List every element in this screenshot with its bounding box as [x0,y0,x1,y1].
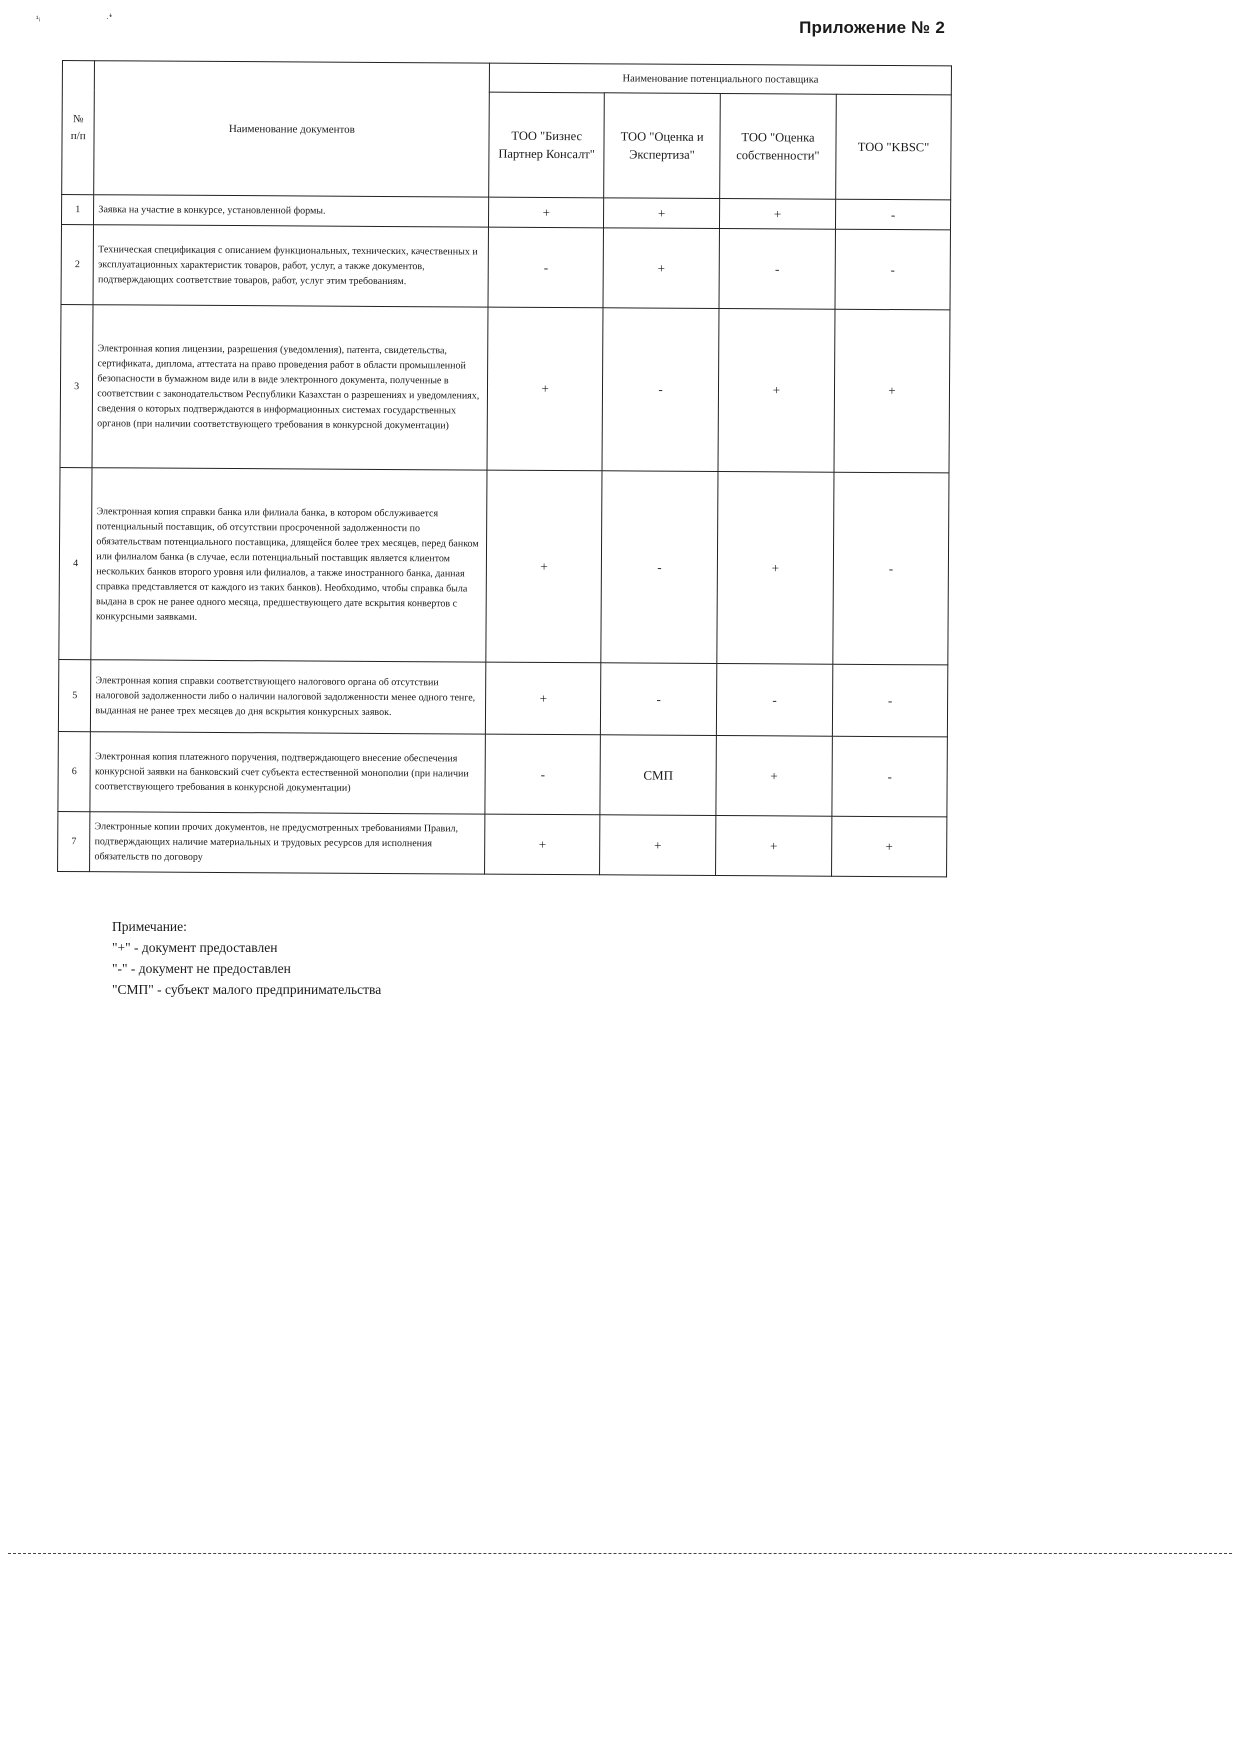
header-supplier-group: Наименование потенциального поставщика [489,63,951,95]
row-mark-supplier-4: - [835,229,950,310]
row-document: Заявка на участие в конкурсе, установленной формы. [94,195,489,227]
row-number: 7 [58,811,91,871]
row-mark-supplier-1: + [486,662,602,735]
header-supplier-4: ТОО "KBSC" [836,94,952,200]
row-mark-supplier-4: - [836,199,951,230]
row-mark-supplier-3: + [719,199,835,230]
header-supplier-3: ТОО "Оценка собственности" [720,94,837,200]
row-mark-supplier-1: - [488,227,604,308]
legend-notes [112,917,381,1001]
table-row [60,304,950,472]
header-supplier-2: ТОО "Оценка и Экспертиза" [604,93,720,199]
scan-mark-1: ¹ᵢ [36,14,40,23]
row-mark-supplier-2: + [604,198,720,229]
suppliers-documents-table [57,60,952,877]
row-document: Техническая спецификация с описанием функциональных, технических, качественных и эксплуатационных характеристик товаров, работ, услуг, а также документов, подтверждающих соответствие товаров, работ, услуг этим требованиям. [93,225,488,307]
row-document: Электронная копия платежного поручения, подтверждающего внесение обеспечения конкурсной заявки на банковский счет субъекта естественной монополии (при наличии соответствующего требования в конкурсной документации) [90,732,485,814]
header-supplier-1: ТОО "Бизнес Партнер Консалт" [489,92,605,198]
row-mark-supplier-1: + [489,197,604,228]
row-mark-supplier-4: - [832,664,947,737]
row-mark-supplier-2: СМП [600,735,716,816]
scan-mark-2: ·ꜜ [106,14,113,23]
row-number: 3 [60,304,93,467]
scan-divider-line [8,1553,1232,1554]
table-row [59,467,949,664]
row-mark-supplier-3: - [719,229,836,310]
table-row [58,731,947,816]
row-number: 6 [58,731,91,811]
row-mark-supplier-4: + [834,309,950,473]
note-smp: "СМП" - субъект малого предпринимательства [112,981,382,997]
row-document: Электронная копия справки соответствующего налогового органа об отсутствии налоговой задолженности либо о наличии налоговой задолженности менее одного тенге, выданная не ранее трех месяцев до дня вскрытия конкурсных заявок. [91,660,486,734]
note-minus: "-" - документ не предоставлен [112,960,291,976]
row-number: 5 [58,659,91,731]
row-number: 1 [61,195,94,225]
header-number: № п/п [62,61,95,195]
row-mark-supplier-1: - [485,734,601,815]
row-mark-supplier-4: - [833,472,949,665]
row-mark-supplier-3: + [718,309,835,473]
row-mark-supplier-2: - [601,663,717,736]
row-mark-supplier-3: - [716,664,833,737]
row-mark-supplier-4: - [832,736,947,817]
row-mark-supplier-2: + [600,815,716,876]
row-mark-supplier-2: + [603,228,719,309]
row-mark-supplier-1: + [485,814,600,875]
table-row [61,224,950,309]
row-mark-supplier-1: + [487,307,603,471]
row-number: 2 [61,224,94,304]
appendix-title: Приложение № 2 [799,18,945,37]
table-row [58,659,947,736]
row-mark-supplier-4: + [832,816,947,877]
note-plus: "+" - документ предоставлен [112,939,278,955]
row-mark-supplier-3: + [716,736,833,817]
header-document-name: Наименование документов [94,61,490,197]
row-mark-supplier-2: - [602,308,719,472]
note-title: Примечание: [112,919,187,934]
row-document: Электронная копия справки банка или филиала банка, в котором обслуживается потенциальный поставщик, об отсутствии просроченной задолженности по обязательствам потенциального поставщика, длящейся более трех месяцев, перед банком или филиалом банка (в случае, если потенциальный поставщик является клиентом нескольких банков второго уровня или филиалов, а также иностранного банка, данная справка представляется от каждого из таких банков). Необходимо, чтобы справка была выдана в срок не ранее одного месяца, предшествующего дате вскрытия конвертов с конкурсными заявками. [91,468,487,662]
row-number: 4 [59,467,93,659]
row-mark-supplier-3: + [715,816,832,877]
row-mark-supplier-2: - [601,471,718,664]
row-mark-supplier-1: + [486,470,602,663]
row-mark-supplier-3: + [717,472,834,665]
table-row [58,811,947,876]
row-document: Электронная копия лицензии, разрешения (уведомления), патента, свидетельства, сертификата, диплома, аттестата на право проведения работ в области промышленной безопасности в бумажном виде или в виде электронного документа, полученные в соответствии с законодательством Республики Казахстан о разрешениях и уведомлениях, сведения о которых подтверждаются в информационных системах государственных органов (при наличии соответствующего требования в конкурсной документации) [92,305,488,470]
row-document: Электронные копии прочих документов, не предусмотренных требованиями Правил, подтверждающих наличие материальных и трудовых ресурсов для исполнения обязательств по договору [90,812,485,874]
